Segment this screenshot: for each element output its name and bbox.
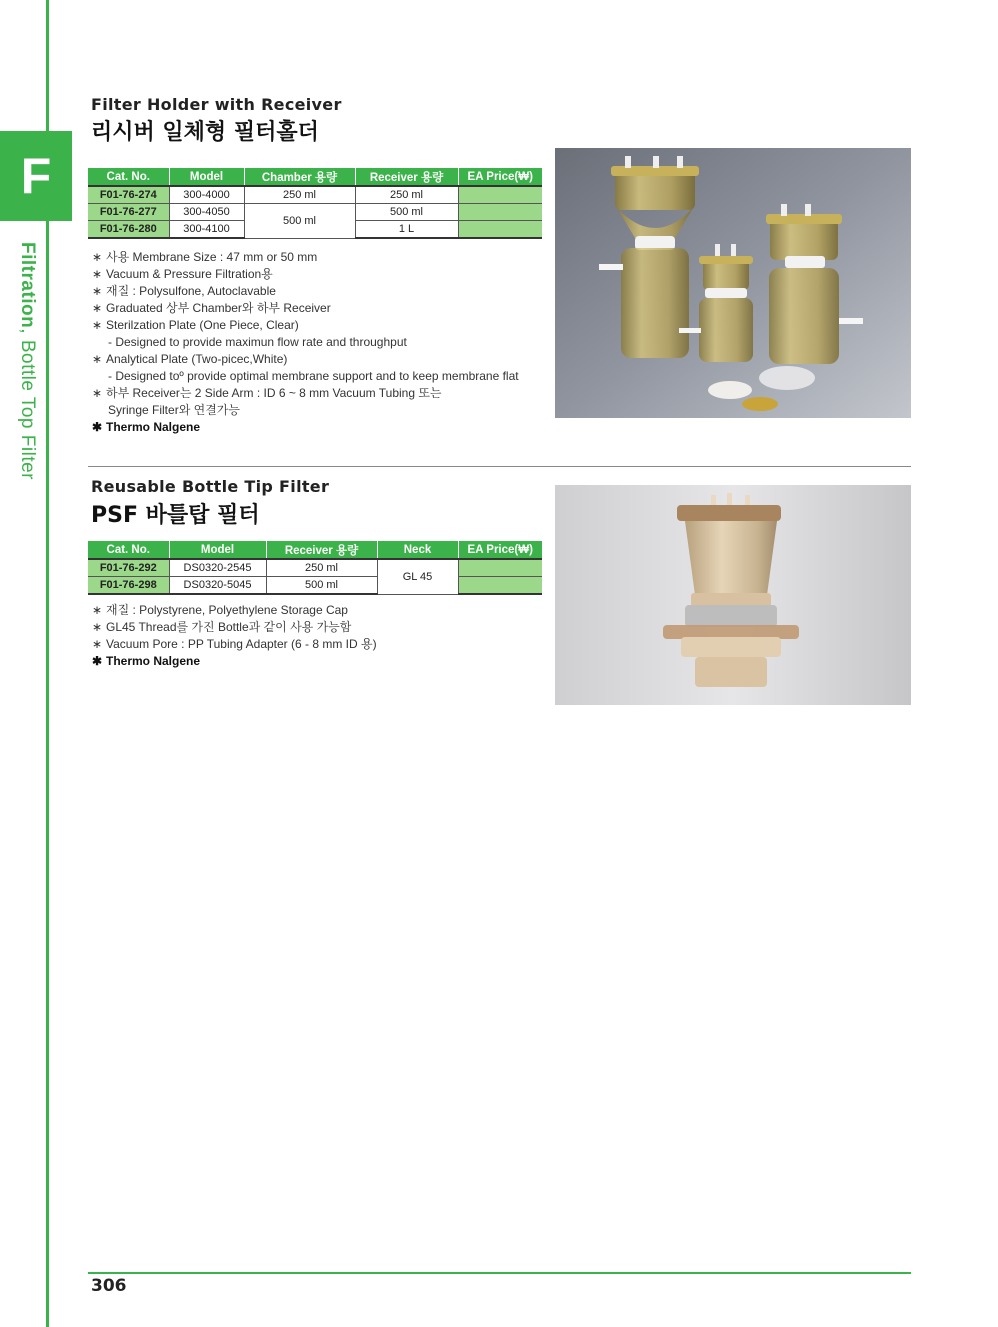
header-cat-no: Cat. No.	[88, 541, 169, 559]
list-item: ∗ Analytical Plate (Two-picec,White)	[92, 352, 288, 366]
list-item: ∗ 하부 Receiver는 2 Side Arm : ID 6 ~ 8 mm Vacuum Tubing 또는	[92, 386, 442, 400]
asterisk-icon: ∗	[92, 603, 103, 617]
model-cell: 300-4100	[169, 221, 244, 239]
snowflake-icon: ✱	[92, 420, 103, 434]
table-row	[88, 577, 542, 595]
cat-no-cell: F01-76-277	[88, 204, 169, 221]
list-subitem: - Designed toº provide optimal membrane support and to keep membrane flat	[108, 369, 519, 383]
sidebar-title-bold: Filtration	[17, 242, 38, 329]
model-cell: 300-4000	[169, 186, 244, 204]
header-receiver: Receiver 용량	[355, 168, 458, 186]
neck-cell: GL 45	[377, 559, 458, 594]
bottle-top-filter-photo	[555, 485, 911, 705]
cat-no-cell: F01-76-274	[88, 186, 169, 204]
asterisk-icon: ∗	[92, 301, 103, 315]
section1-title-en: Filter Holder with Receiver	[91, 95, 342, 114]
section2-title-kr: PSF 바틀탑 필터	[91, 503, 260, 528]
model-cell: DS0320-2545	[169, 559, 266, 577]
table-row	[88, 559, 542, 577]
list-subitem: Syringe Filter와 연결가능	[108, 403, 240, 417]
asterisk-icon: ∗	[92, 284, 103, 298]
list-item: ∗ 재질 : Polystyrene, Polyethylene Storage Cap	[92, 603, 348, 617]
filter-holder-photo	[555, 148, 911, 418]
filter-holder-image	[555, 148, 911, 418]
table-header-row	[88, 168, 542, 186]
snowflake-icon: ✱	[92, 654, 103, 668]
header-receiver: Receiver 용량	[266, 541, 377, 559]
header-model: Model	[169, 541, 266, 559]
cat-no-cell: F01-76-280	[88, 221, 169, 239]
asterisk-icon: ∗	[92, 318, 103, 332]
price-cell	[458, 186, 542, 204]
header-price: EA Price(₩)	[458, 541, 542, 559]
cat-no-cell: F01-76-298	[88, 577, 169, 595]
list-item: ∗ Sterilzation Plate (One Piece, Clear)	[92, 318, 299, 332]
sidebar-title-rest: , Bottle Top Filter	[17, 328, 38, 480]
asterisk-icon: ∗	[92, 352, 103, 366]
list-item: ∗ 사용 Membrane Size : 47 mm or 50 mm	[92, 250, 318, 264]
table-row	[88, 186, 542, 204]
section2-bullet-list	[92, 602, 377, 670]
brand-line: ✱ Thermo Nalgene	[92, 654, 201, 668]
list-item: ∗ Graduated 상부 Chamber와 하부 Receiver	[92, 301, 331, 315]
sidebar-vertical-title	[16, 242, 38, 480]
page-number: 306	[91, 1276, 127, 1296]
price-cell	[458, 559, 542, 577]
header-chamber: Chamber 용량	[244, 168, 355, 186]
footer-rule	[88, 1272, 911, 1274]
asterisk-icon: ∗	[92, 250, 103, 264]
receiver-cell: 250 ml	[266, 559, 377, 577]
section1-title-kr: 리시버 일체형 필터홀더	[91, 120, 319, 145]
header-neck: Neck	[377, 541, 458, 559]
section1-spec-table	[88, 168, 542, 239]
header-cat-no: Cat. No.	[88, 168, 169, 186]
asterisk-icon: ∗	[92, 620, 103, 634]
asterisk-icon: ∗	[92, 386, 103, 400]
section1-bullet-list	[92, 249, 519, 436]
receiver-cell: 250 ml	[355, 186, 458, 204]
table-header-row	[88, 541, 542, 559]
cat-no-cell: F01-76-292	[88, 559, 169, 577]
price-cell	[458, 204, 542, 221]
brand-line: ✱ Thermo Nalgene	[92, 420, 201, 434]
chamber-cell: 250 ml	[244, 186, 355, 204]
model-cell: DS0320-5045	[169, 577, 266, 595]
section2-title-en: Reusable Bottle Tip Filter	[91, 477, 330, 496]
asterisk-icon: ∗	[92, 267, 103, 281]
list-item: ∗ GL45 Thread를 가진 Bottle과 같이 사용 가능함	[92, 620, 352, 634]
list-item: ∗ Vacuum & Pressure Filtration용	[92, 267, 273, 281]
bottle-top-filter-image	[555, 485, 911, 705]
receiver-cell: 500 ml	[266, 577, 377, 595]
list-item: ∗ 재질 : Polysulfone, Autoclavable	[92, 284, 276, 298]
header-model: Model	[169, 168, 244, 186]
list-item: ∗ Vacuum Pore : PP Tubing Adapter (6 - 8 mm ID 용)	[92, 637, 377, 651]
price-cell	[458, 577, 542, 595]
section-tab: F	[0, 131, 72, 221]
receiver-cell: 1 L	[355, 221, 458, 239]
receiver-cell: 500 ml	[355, 204, 458, 221]
table-row	[88, 204, 542, 221]
header-price: EA Price(₩)	[458, 168, 542, 186]
asterisk-icon: ∗	[92, 637, 103, 651]
section2-spec-table	[88, 541, 542, 595]
chamber-cell: 500 ml	[244, 204, 355, 239]
price-cell	[458, 221, 542, 239]
model-cell: 300-4050	[169, 204, 244, 221]
section-divider	[88, 466, 911, 467]
list-subitem: - Designed to provide maximun flow rate and throughput	[108, 335, 407, 349]
